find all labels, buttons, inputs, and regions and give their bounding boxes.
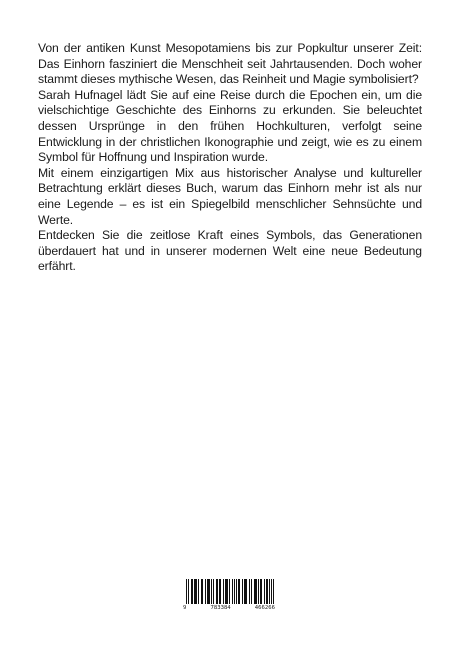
blurb-paragraph-4: Entdecken Sie die zeitlose Kraft eines Symbols, das Generationen überdauert hat und in unserer modernen Welt eine neue Bedeutung erfährt. bbox=[38, 228, 422, 274]
barcode-bar bbox=[219, 579, 220, 604]
barcode-bar bbox=[271, 579, 272, 604]
barcode-bar bbox=[256, 579, 257, 604]
barcode-bars bbox=[183, 579, 275, 607]
barcode-bar bbox=[186, 579, 187, 607]
barcode-bar bbox=[225, 579, 226, 604]
barcode-bar bbox=[226, 579, 227, 604]
barcode-bar bbox=[213, 579, 214, 604]
barcode-bar bbox=[188, 579, 189, 607]
barcode-bar bbox=[254, 579, 255, 604]
barcode-bar bbox=[209, 579, 210, 604]
barcode-bar bbox=[208, 579, 209, 604]
barcode-bar bbox=[232, 579, 233, 607]
barcode-bar bbox=[260, 579, 261, 604]
barcode-bar bbox=[191, 579, 192, 604]
barcode-bar bbox=[242, 579, 243, 604]
isbn-barcode bbox=[183, 579, 275, 613]
barcode-bar bbox=[255, 579, 256, 604]
barcode-bar bbox=[239, 579, 240, 604]
barcode-bar bbox=[198, 579, 199, 604]
blurb-paragraph-2: Sarah Hufnagel lädt Sie auf eine Reise durch die Epochen ein, um die vielschichtige Geschichte des Einhorns zu erkunden. Sie beleuchtet dessen Ursprünge in den frühen Hochkulturen, verfolgt seine Entwicklung in der christlichen Ikonographie und zeigt, wie es zu einem Symbol für Hoffnung und Inspiration wurde. bbox=[38, 87, 422, 165]
barcode-bar bbox=[273, 579, 274, 604]
barcode-bar bbox=[269, 579, 270, 604]
barcode-bar bbox=[195, 579, 196, 604]
barcode-digit-group-right: 466266 bbox=[254, 605, 275, 611]
barcode-bar bbox=[267, 579, 268, 604]
barcode-bar bbox=[205, 579, 206, 604]
barcode-bar bbox=[217, 579, 218, 604]
barcode-bar bbox=[236, 579, 237, 604]
barcode-bar bbox=[261, 579, 262, 604]
barcode-digits bbox=[183, 604, 275, 612]
barcode-bar bbox=[238, 579, 239, 604]
blurb-text bbox=[38, 41, 422, 275]
barcode-bar bbox=[258, 579, 259, 604]
barcode-bar bbox=[211, 579, 212, 604]
barcode-bar bbox=[223, 579, 224, 604]
barcode-bar bbox=[196, 579, 197, 604]
barcode-bar bbox=[194, 579, 195, 604]
barcode-bar bbox=[266, 579, 267, 604]
barcode-bar bbox=[264, 579, 265, 604]
barcode-bar bbox=[202, 579, 203, 604]
barcode-bar bbox=[216, 579, 217, 604]
barcode-bar bbox=[244, 579, 245, 604]
barcode-bar bbox=[220, 579, 221, 604]
barcode-digit-prefix: 9 bbox=[183, 605, 187, 611]
barcode-bar bbox=[246, 579, 247, 604]
barcode-bar bbox=[251, 579, 252, 604]
barcode-bar bbox=[229, 579, 230, 604]
blurb-paragraph-1: Von der antiken Kunst Mesopotamiens bis zur Popkultur unserer Zeit: Das Einhorn fasziniert die Menschheit seit Jahrtausenden. Doch woher stammt dieses mythische Wesen, das Reinheit und Magie symbolisiert? bbox=[38, 41, 422, 87]
blurb-paragraph-3: Mit einem einzigartigen Mix aus historischer Analyse und kultureller Betrachtung erklärt dieses Buch, warum das Einhorn mehr ist als nur eine Legende – es ist ein Spiegelbild menschlicher Sehnsüchte und Werte. bbox=[38, 165, 422, 227]
barcode-bar bbox=[192, 579, 193, 604]
barcode-bar bbox=[201, 579, 202, 604]
barcode-digit-group-left: 783384 bbox=[210, 605, 231, 611]
barcode-bar bbox=[234, 579, 235, 604]
barcode-bar bbox=[207, 579, 208, 604]
barcode-bar bbox=[227, 579, 228, 604]
barcode-bar bbox=[245, 579, 246, 604]
barcode-bar bbox=[249, 579, 250, 604]
